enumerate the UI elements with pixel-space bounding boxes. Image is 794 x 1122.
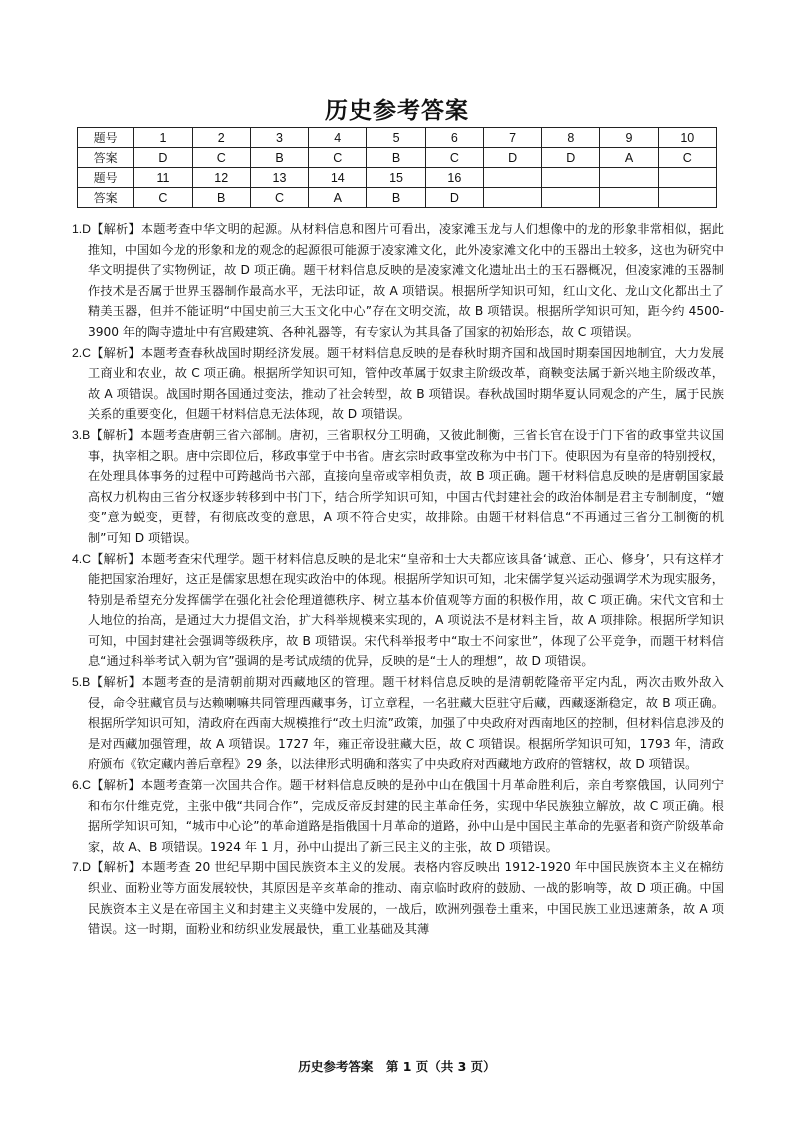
question-number-cell: 2	[192, 128, 250, 148]
question-number-cell: 1	[134, 128, 192, 148]
explanation-item	[72, 343, 724, 425]
page-title: 历史参考答案	[325, 97, 469, 124]
answer-cell: C	[425, 148, 483, 168]
question-number-cell: 10	[658, 128, 716, 148]
question-number-cell: 3	[250, 128, 308, 148]
answer-cell: C	[134, 188, 192, 208]
item-text: 【解析】本题考查第一次国共合作。题干材料信息反映的是孙中山在俄国十月革命胜利后，亲自考察俄国，认同列宁和布尔什维克党，主张中俄“共同合作”，完成反帝反封建的民主革命任务，实现中华民族独立解放，故 C 项正确。根据所学知识可知，“城市中心论”的革命道路是指俄国十月革命的道路，孙中山是中国民主革命的先驱者和资产阶级革命家，故 A、B 项错误。1924 年 1 月，孙中山提出了新三民主义的主张，故 D 项错误。	[88, 778, 724, 854]
item-text: 【解析】本题考查宋代理学。题干材料信息反映的是北宋“皇帝和士大夫都应该具备‘诚意、正心、修身’，只有这样才能把国家治理好，这正是儒家思想在现实政治中的体现。根据所学知识可知，北宋儒学复兴运动强调学术为现实服务，特别是希望充分发挥儒学在强化社会伦理道德秩序、树立基本价值观等方面的积极作用，故 C 项正确。宋代文官和士人地位的抬高，是通过大力提倡文治，扩大科举规模来实现的，A 项说法不是材料主旨，故 A 项排除。根据所学知识可知，中国封建社会强调等级秩序，故 B 项错误。宋代科举报考中“取士不问家世”，体现了公平竞争，而题干材料信息“通过科举考试入朝为官”强调的是考试成绩的优异，反映的是“士人的理想”，故 D 项错误。	[88, 551, 724, 669]
question-number-cell: 12	[192, 168, 250, 188]
explanation-item	[72, 775, 724, 857]
answer-cell: C	[658, 148, 716, 168]
answer-table-body	[78, 128, 717, 208]
answer-cell	[600, 188, 658, 208]
explanation-list	[72, 219, 724, 940]
item-number: 2.C	[72, 345, 91, 360]
answer-cell: D	[483, 148, 541, 168]
answer-cell: D	[542, 148, 600, 168]
item-number: 6.C	[72, 778, 91, 793]
item-text: 【解析】本题考查的是清朝前期对西藏地区的管理。题干材料信息反映的是清朝乾隆帝平定内乱，两次击败外敌入侵，命令驻藏官员与达赖喇嘛共同管理西藏事务，订立章程，一名驻藏大臣驻守后藏，西藏逐渐稳定，故 B 项正确。根据所学知识可知，清政府在西南大规模推行“改土归流”政策，加强了中央政府对西南地区的控制，但材料信息涉及的是对西藏加强管理，故 A 项错误。1727 年，雍正帝设驻藏大臣，故 C 项错误。根据所学知识可知，1793 年，清政府颁布《钦定藏内善后章程》29 条，以法律形式明确和落实了中央政府对西藏地方政府的管辖权，故 D 项错误。	[88, 675, 724, 772]
question-number-cell: 9	[600, 128, 658, 148]
answer-table	[77, 127, 717, 208]
answer-cell: A	[309, 188, 367, 208]
answer-cell: D	[134, 148, 192, 168]
question-number-cell: 6	[425, 128, 483, 148]
explanation-item	[72, 219, 724, 343]
answer-cell: B	[367, 148, 425, 168]
question-number-cell: 14	[309, 168, 367, 188]
answer-table-row	[78, 148, 717, 168]
explanation-item	[72, 672, 724, 775]
question-number-cell: 8	[542, 128, 600, 148]
item-number: 3.B	[72, 427, 91, 442]
answer-cell: B	[250, 148, 308, 168]
question-number-cell: 5	[367, 128, 425, 148]
item-number: 5.B	[72, 675, 91, 690]
answer-table-row	[78, 168, 717, 188]
question-number-cell: 13	[250, 168, 308, 188]
item-number: 1.D	[72, 222, 91, 236]
explanation-item	[72, 857, 724, 939]
answer-cell: B	[367, 188, 425, 208]
item-number: 7.D	[72, 860, 91, 875]
item-text: 【解析】本题考查唐朝三省六部制。唐初，三省职权分工明确，又彼此制衡，三省长官在设于门下省的政事堂共议国事，执宰相之职。唐中宗即位后，移政事堂于中书省。唐玄宗时政事堂改称为中书门下。使职因为有皇帝的特别授权，在处理具体事务的过程中可跨越尚书六部，直接向皇帝或宰相负责，故 B 项正确。题干材料信息反映的是唐朝国家最高权力机构由三省分权逐步转移到中书门下，结合所学知识可知，中国古代封建社会的政治体制是君主专制制度，“嬗变”意为蜕变，更替，有彻底改变的意思，A 项不符合史实，故排除。由题干材料信息“不再通过三省分工制衡的机制”可知 D 项错误。	[88, 427, 724, 545]
question-number-cell: 15	[367, 168, 425, 188]
answer-cell: B	[192, 188, 250, 208]
question-number-cell: 7	[483, 128, 541, 148]
answer-cell: C	[309, 148, 367, 168]
item-text: 【解析】本题考查春秋战国时期经济发展。题干材料信息反映的是春秋时期齐国和战国时期秦国因地制宜，大力发展工商业和农业，故 C 项正确。根据所学知识可知，管仲改革属于奴隶主阶级改革，商鞅变法属于新兴地主阶级改革，故 A 项错误。战国时期各国通过变法，推动了社会转型，故 B 项错误。春秋战国时期华夏认同观念的产生，属于民族关系的重要变化，但题干材料信息无法体现，故 D 项错误。	[88, 345, 724, 422]
question-number-cell	[658, 168, 716, 188]
item-text: 【解析】本题考查 20 世纪早期中国民族资本主义的发展。表格内容反映出 1912-1920 年中国民族资本主义在棉纺织业、面粉业等方面发展较快，其原因是辛亥革命的推动、南京临时政府的鼓励、一战的影响等，故 D 项正确。中国民族资本主义是在帝国主义和封建主义夹缝中发展的，一战后，欧洲列强卷土重来，中国民族工业迅速萧条，故 A 项错误。这一时期，面粉业和纺织业发展最快，重工业基础及其薄	[88, 860, 724, 937]
question-number-cell: 11	[134, 168, 192, 188]
row-label: 题号	[78, 168, 134, 188]
item-number: 4.C	[72, 551, 91, 566]
answer-table-row	[78, 188, 717, 208]
answer-cell: C	[192, 148, 250, 168]
answer-cell	[658, 188, 716, 208]
question-number-cell	[600, 168, 658, 188]
answer-cell	[483, 188, 541, 208]
answer-cell: D	[425, 188, 483, 208]
row-label: 题号	[78, 128, 134, 148]
explanation-item	[72, 549, 724, 673]
answer-cell: C	[250, 188, 308, 208]
question-number-cell: 16	[425, 168, 483, 188]
question-number-cell	[542, 168, 600, 188]
item-text: 【解析】本题考查中华文明的起源。从材料信息和图片可看出，凌家滩玉龙与人们想像中的龙的形象非常相似，据此推知，中国如今龙的形象和龙的观念的起源很可能源于凌家滩文化，此外凌家滩文化中的玉器出土较多，这也为研究中华文明提供了实物例证，故 D 项正确。题干材料信息反映的是凌家滩文化遗址出土的玉石器概况，但凌家滩的玉器制作技术是否属于世界玉器制作最高水平，无法印证，故 A 项错误。根据所学知识可知，红山文化、龙山文化都出土了精美玉器，但并不能证明“中国史前三大玉文化中心”存在文明交流，故 B 项错误。根据所学知识可知，距今约 4500-3900 年的陶寺遗址中有宫殿建筑、各种礼器等，有专家认为其具备了国家的初始形态，故 C 项错误。	[88, 222, 724, 339]
question-number-cell	[483, 168, 541, 188]
answer-cell	[542, 188, 600, 208]
page-footer: 历史参考答案 第 1 页（共 3 页）	[298, 1059, 496, 1074]
explanation-item	[72, 425, 724, 549]
answer-table-row	[78, 128, 717, 148]
row-label: 答案	[78, 148, 134, 168]
answer-cell: A	[600, 148, 658, 168]
row-label: 答案	[78, 188, 134, 208]
question-number-cell: 4	[309, 128, 367, 148]
